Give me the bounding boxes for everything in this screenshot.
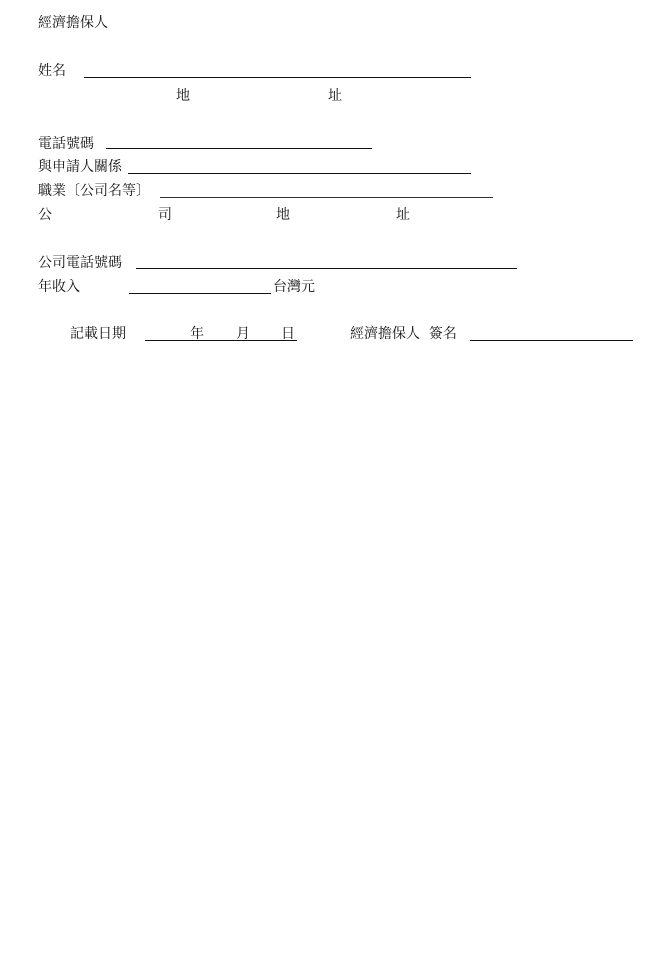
name-field-line[interactable] (84, 77, 471, 78)
relation-label: 與申請人關係 (38, 159, 122, 175)
company-address-char-3: 地 (276, 207, 290, 223)
company-address-char-2: 司 (158, 207, 172, 223)
date-label: 記載日期 (70, 326, 126, 342)
phone-label: 電話號碼 (38, 136, 94, 152)
address-label-left: 地 (176, 88, 190, 104)
occupation-label: 職業〔公司名等〕 (38, 183, 150, 199)
income-unit: 台灣元 (273, 279, 315, 295)
date-field-line[interactable] (145, 340, 297, 341)
company-address-char-4: 址 (396, 207, 410, 223)
address-label-right: 址 (328, 88, 342, 104)
company-phone-field-line[interactable] (136, 268, 517, 269)
income-label: 年收入 (38, 279, 80, 295)
income-field-line[interactable] (129, 293, 271, 294)
date-month-label: 月 (236, 326, 250, 342)
company-phone-label: 公司電話號碼 (38, 255, 122, 271)
company-address-char-1: 公 (38, 207, 52, 223)
form-title: 經濟擔保人 (38, 15, 108, 31)
occupation-field-line[interactable] (160, 197, 493, 198)
signature-label: 經濟擔保人 簽名 (350, 326, 457, 342)
phone-field-line[interactable] (106, 148, 372, 149)
name-label: 姓名 (38, 63, 66, 79)
relation-field-line[interactable] (128, 173, 471, 174)
date-year-label: 年 (190, 326, 204, 342)
signature-field-line[interactable] (470, 340, 633, 341)
date-day-label: 日 (281, 326, 295, 342)
